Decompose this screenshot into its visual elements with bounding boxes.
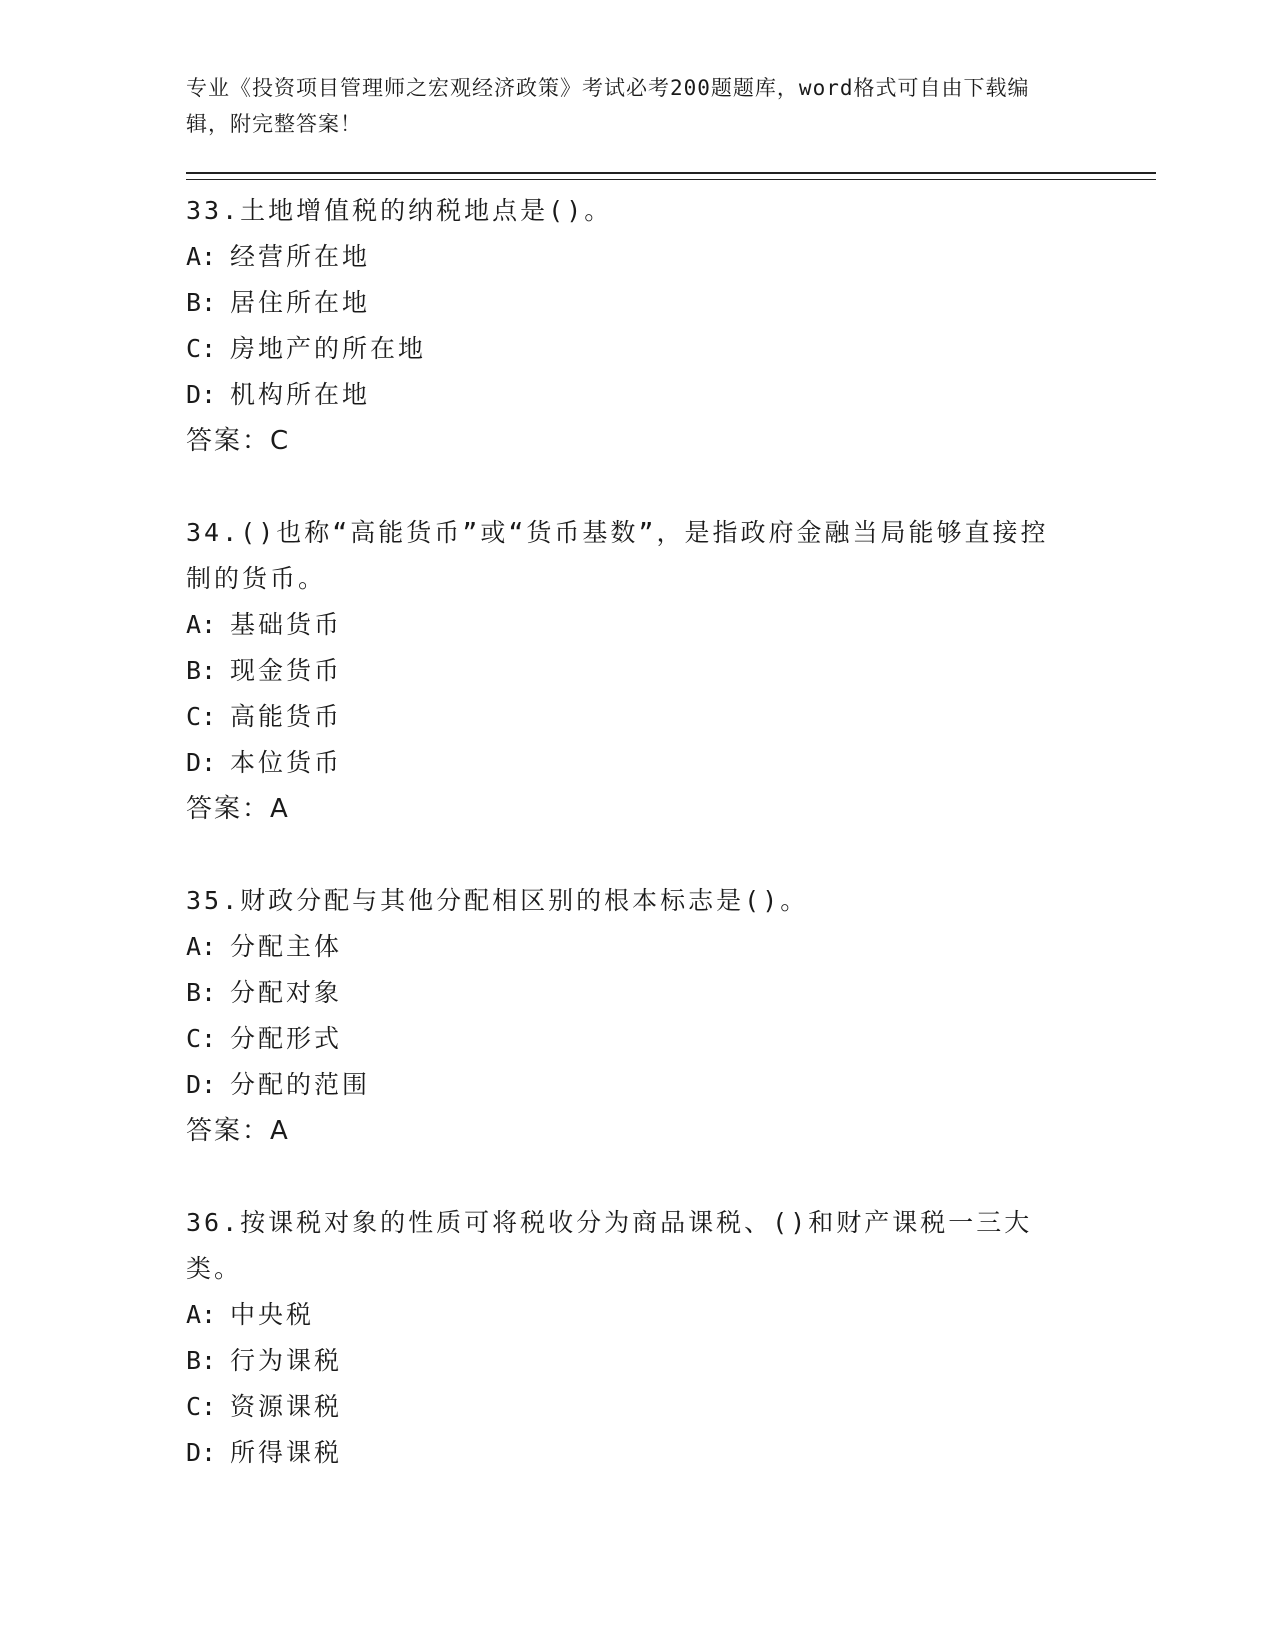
question-text: 34.()也称“高能货币”或“货币基数”，是指政府金融当局能够直接控制的货币。: [186, 518, 1049, 593]
question-list: [186, 188, 1156, 1476]
option-letter: C:: [186, 1392, 217, 1421]
answer-line: 答案：C: [186, 426, 291, 456]
option-text: 高能货币: [230, 702, 343, 731]
question-34: [186, 510, 1156, 832]
header-divider: [186, 172, 1156, 180]
option-letter: D:: [186, 380, 217, 409]
question-36: [186, 1200, 1156, 1476]
option-text: 经营所在地: [230, 242, 371, 271]
option-text: 现金货币: [230, 656, 343, 685]
answer-line: 答案：A: [186, 1116, 290, 1146]
option-d: [186, 372, 1156, 418]
option-a: [186, 1292, 1156, 1338]
option-d: [186, 1430, 1156, 1476]
option-letter: A:: [186, 242, 217, 271]
answer-line: 答案：A: [186, 794, 290, 824]
option-d: [186, 1062, 1156, 1108]
option-letter: A:: [186, 1300, 217, 1329]
option-letter: D:: [186, 1438, 217, 1467]
option-text: 基础货币: [230, 610, 343, 639]
option-text: 分配主体: [230, 932, 343, 961]
option-c: [186, 1016, 1156, 1062]
option-letter: B:: [186, 1346, 217, 1375]
option-letter: C:: [186, 1024, 217, 1053]
question-text: 36.按课税对象的性质可将税收分为商品课税、()和财产课税一三大类。: [186, 1208, 1033, 1283]
option-text: 中央税: [230, 1300, 315, 1329]
option-d: [186, 740, 1156, 786]
option-b: [186, 1338, 1156, 1384]
option-b: [186, 970, 1156, 1016]
option-letter: B:: [186, 978, 217, 1007]
question-text: 33.土地增值税的纳税地点是()。: [186, 196, 613, 225]
option-letter: C:: [186, 334, 217, 363]
option-text: 分配对象: [230, 978, 343, 1007]
option-b: [186, 648, 1156, 694]
option-letter: A:: [186, 610, 217, 639]
question-text: 35.财政分配与其他分配相区别的根本标志是()。: [186, 886, 809, 915]
option-text: 资源课税: [230, 1392, 343, 1421]
option-letter: A:: [186, 932, 217, 961]
option-letter: B:: [186, 656, 217, 685]
question-35: [186, 878, 1156, 1154]
question-33: [186, 188, 1156, 464]
option-text: 居住所在地: [230, 288, 371, 317]
option-c: [186, 694, 1156, 740]
option-text: 分配的范围: [230, 1070, 371, 1099]
option-letter: B:: [186, 288, 217, 317]
option-letter: D:: [186, 748, 217, 777]
option-a: [186, 234, 1156, 280]
document-page: [186, 70, 1156, 1522]
option-text: 分配形式: [230, 1024, 343, 1053]
option-letter: C:: [186, 702, 217, 731]
option-c: [186, 1384, 1156, 1430]
option-a: [186, 602, 1156, 648]
option-a: [186, 924, 1156, 970]
option-text: 本位货币: [230, 748, 343, 777]
option-b: [186, 280, 1156, 326]
option-text: 行为课税: [230, 1346, 343, 1375]
header-note: 专业《投资项目管理师之宏观经济政策》考试必考200题题库，word格式可自由下载编辑，附完整答案！: [186, 76, 1030, 136]
option-text: 所得课税: [230, 1438, 343, 1467]
option-letter: D:: [186, 1070, 217, 1099]
option-text: 房地产的所在地: [230, 334, 427, 363]
option-c: [186, 326, 1156, 372]
option-text: 机构所在地: [230, 380, 371, 409]
